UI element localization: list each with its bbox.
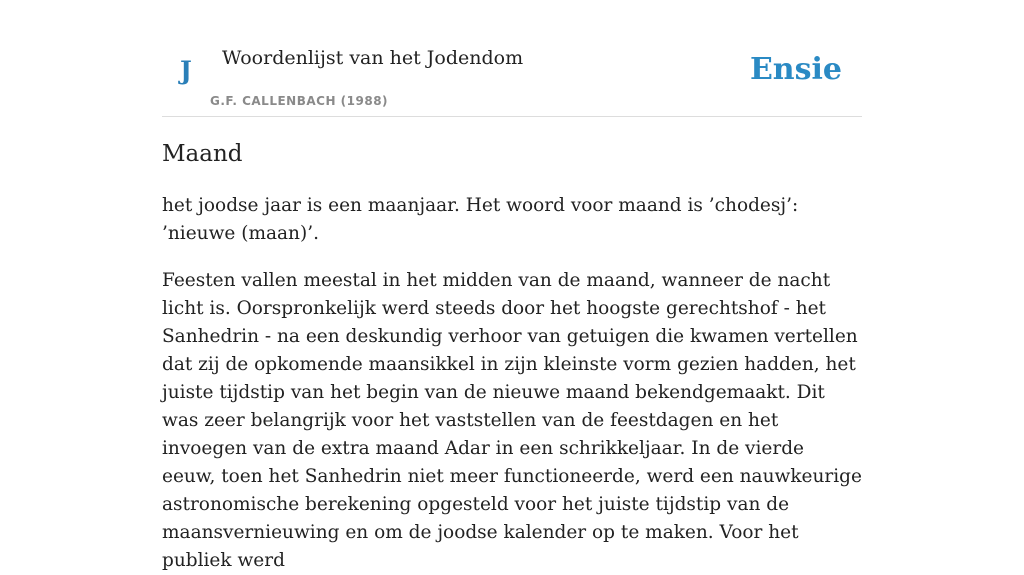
book-author: G.F. CALLENBACH (1988) [210,94,389,108]
book-title-link[interactable]: Woordenlijst van het Jodendom [222,47,524,69]
book-letter-icon: J [180,56,192,85]
book-header [162,0,862,117]
entry-title: Maand [162,141,243,167]
entry-paragraph-2: Feesten vallen meestal in het midden van de maand, wanneer de nacht licht is. Oorspronkelijk werd steeds door het hoogste gerechtshof - het Sanhedrin - na een deskundig verhoor van getuigen die kwamen vertellen dat zij de opkomende maansikkel in zijn kleinste vorm gezien hadden, het juiste tijdstip van het begin van de nieuwe maand bekendgemaakt. Dit was zeer belangrijk voor het vaststellen van de feestdagen en het invoegen van de extra maand Adar in een schrikkeljaar. In de vierde eeuw, toen het Sanhedrin niet meer functioneerde, werd een nauwkeurige astronomische berekening opgesteld voor het juiste tijdstip van de maansvernieuwing en om de joodse kalender op te maken. Voor het publiek werd [162,270,862,571]
ensie-logo-link[interactable]: Ensie [749,52,842,87]
entry-content [162,138,862,575]
entry-paragraph-1: het joodse jaar is een maanjaar. Het woord voor maand is ’chodesj’: ’nieuwe (maan)’. [162,195,799,244]
